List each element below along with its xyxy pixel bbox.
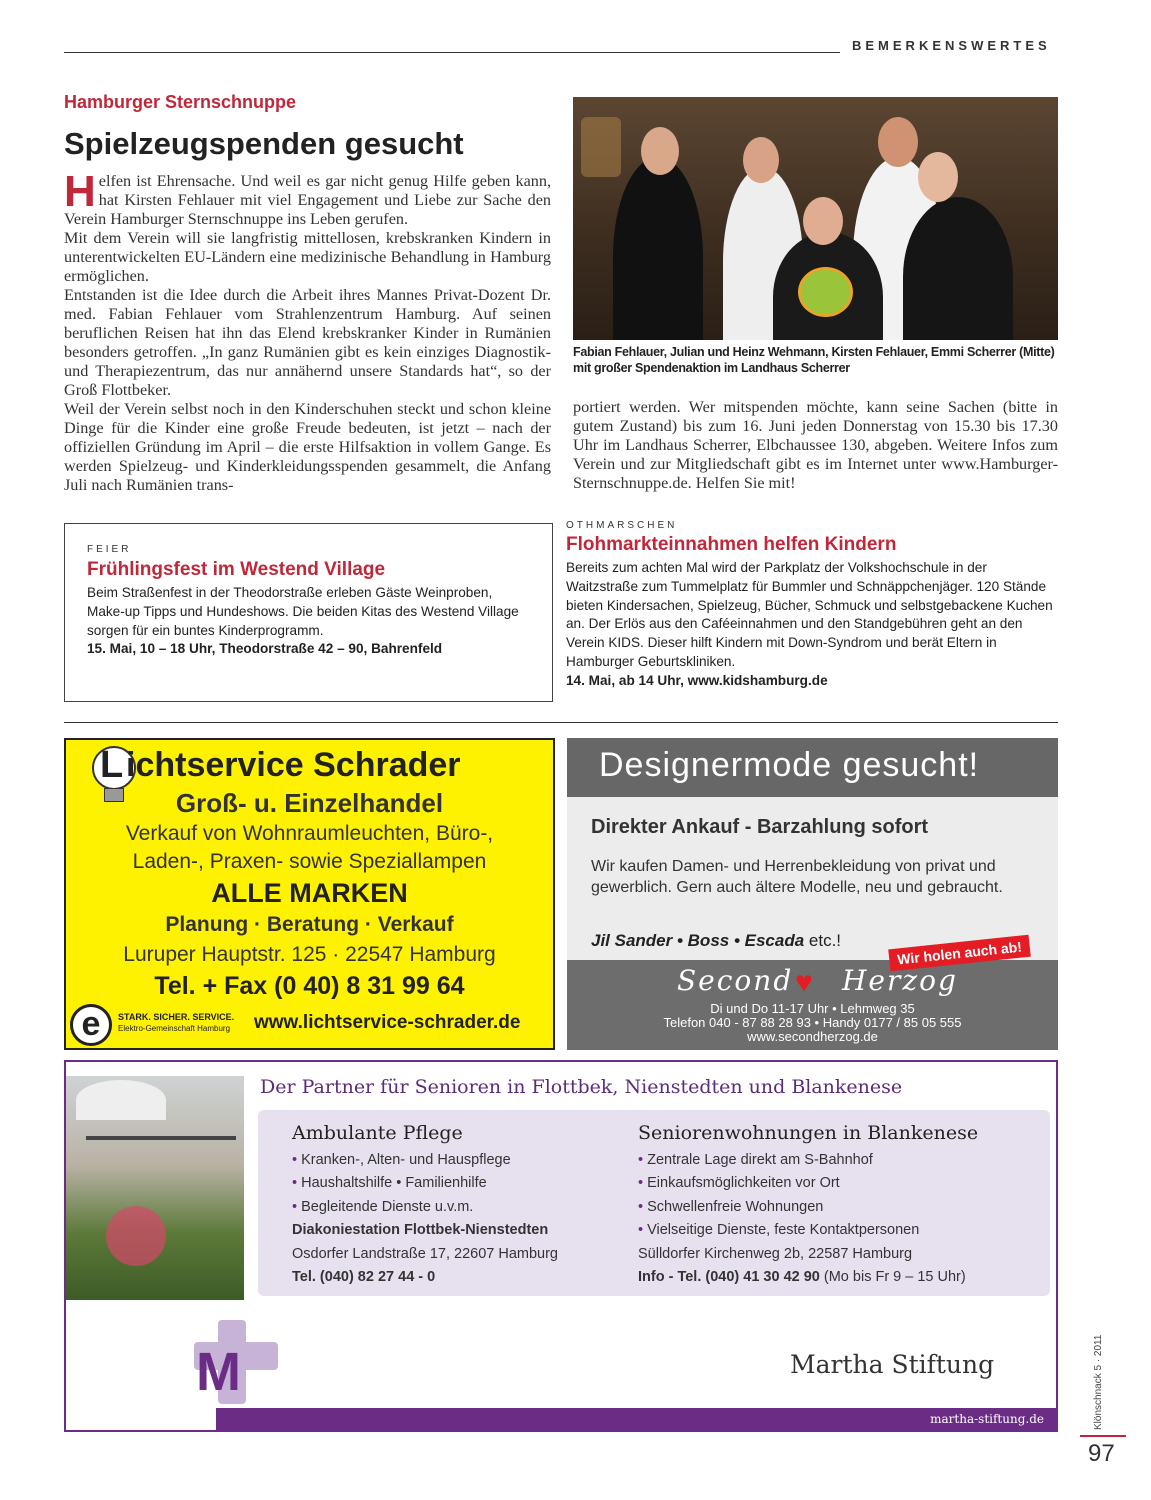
ad-title: Designermode gesucht!	[599, 746, 980, 784]
logo-left: Second	[677, 964, 794, 997]
page-number: 97	[1088, 1440, 1115, 1467]
elektro-logo-icon: e	[70, 1004, 112, 1046]
ads-divider	[64, 722, 1058, 723]
othmarschen-info: 14. Mai, ab 14 Uhr, www.kidshamburg.de	[566, 672, 828, 688]
ad-desc: Wir kaufen Damen- und Herrenbekleidung von privat und gewerblich. Gern auch ältere Modelle, neu und gebraucht.	[591, 858, 1003, 896]
wohnungen-heading: Seniorenwohnungen in Blankenese	[638, 1122, 979, 1144]
ad-subtitle: Groß- u. Einzelhandel	[175, 788, 444, 818]
ad-brands: ALLE MARKEN	[211, 878, 408, 908]
paragraph: Mit dem Verein will sie langfristig mittellosen, krebskranken Kindern in unterentwickelten EU-Ländern eine medizinische Behandlung in Hamburg ermöglichen.	[64, 229, 551, 285]
list-item: • Schwellenfreie Wohnungen	[638, 1198, 824, 1215]
ad-subtitle: Direkter Ankauf - Barzahlung sofort	[591, 816, 929, 838]
list-item: • Begleitende Dienste u.v.m.	[292, 1198, 474, 1215]
hours: (Mo bis Fr 9 – 15 Uhr)	[819, 1269, 966, 1285]
list-item: • Vielseitige Dienste, feste Kontaktpersonen	[638, 1222, 920, 1238]
org-name: Diakoniestation Flottbek-Nienstedten	[292, 1222, 549, 1238]
page-number-rule	[1080, 1435, 1126, 1437]
pickup-sticker: Wir holen auch ab!	[888, 935, 1031, 972]
pflege-column	[292, 1122, 622, 1290]
list-item: • Kranken-, Alten- und Hauspflege	[292, 1151, 511, 1168]
org-name: Martha Stiftung	[790, 1350, 995, 1379]
ad-address: Luruper Hauptstr. 125 · 22547 Hamburg	[123, 943, 496, 966]
martha-cross-logo: M	[194, 1320, 278, 1404]
designermode-ad	[567, 738, 1058, 1050]
ad-desc-1: Verkauf von Wohnraumleuchten, Büro-,	[125, 822, 494, 845]
feier-body: Beim Straßenfest in der Theodorstraße erleben Gäste Weinproben, Make-up Tipps und Hundeshows. Die beiden Kitas des Westend Village sorgen für ein buntes Kinderprogramm.	[87, 585, 519, 638]
article-kicker: Hamburger Sternschnuppe	[64, 92, 297, 112]
pflege-heading: Ambulante Pflege	[292, 1122, 463, 1144]
lichtservice-ad	[64, 738, 555, 1050]
othmarschen-body: Bereits zum achten Mal wird der Parkplatz der Volkshochschule in der Waitzstraße zum Tummelplatz für Bummler und Schnäppchenjäger. 120 Stände bieten Kindersachen, Spielzeug, Bücher, Schmuck und selbstgebackene Kuchen an. Der Erlös aus den Caféeinnahmen und den Standgebühren geht an den Verein KIDS. Dieser hilft Kindern mit Down-Syndrom und berät Eltern in Hamburger Geburtskliniken.	[566, 560, 1053, 669]
address: Osdorfer Landstraße 17, 22607 Hamburg	[292, 1245, 558, 1262]
badge-org: Elektro-Gemeinschaft Hamburg	[118, 1024, 231, 1033]
list-item: • Einkaufsmöglichkeiten vor Ort	[638, 1175, 840, 1191]
magazine-issue: Klönschnack 5 · 2011	[1093, 1334, 1104, 1430]
drop-cap: H	[64, 167, 96, 216]
paragraph: Weil der Verein selbst noch in den Kinderschuhen steckt und schon kleine Dinge für die Kinder eine große Freude bedeuten, ist jetzt – nach der offiziellen Gründung im April – die erste Hilfsaktion in vollem Gange. Es werden Spielzeug- und Kinderkleidungsspenden gesammelt, die Anfang Juli nach Rumänien trans-	[64, 400, 551, 494]
ad-url: www.lichtservice-schrader.de	[254, 1012, 521, 1033]
feier-info: 15. Mai, 10 – 18 Uhr, Theodorstraße 42 – 90, Bahrenfeld	[87, 641, 443, 657]
top-rule	[64, 52, 840, 53]
ad-desc-2: Laden-, Praxen- sowie Speziallampen	[132, 850, 487, 873]
othmarschen-label: OTHMARSCHEN	[566, 520, 678, 531]
ad-url: www.secondherzog.de	[747, 1029, 878, 1044]
section-label: BEMERKENSWERTES	[852, 38, 1051, 53]
ad-brands-suffix: etc.!	[804, 931, 842, 950]
logo-right: Herzog	[842, 964, 958, 997]
ad-phone: Telefon 040 - 87 88 28 93 • Handy 0177 / 85 05 555	[663, 1015, 962, 1030]
article-column-1	[64, 167, 551, 495]
phone: Tel. (040) 82 27 44 - 0	[292, 1269, 436, 1285]
ad-services: Planung · Beratung · Verkauf	[165, 913, 454, 936]
phone: Info - Tel. (040) 41 30 42 90	[638, 1269, 820, 1285]
paragraph: portiert werden. Wer mitspenden möchte, kann seine Sachen (bitte in gutem Zustand) bis zum 16. Juni jeden Donnerstag von 15.30 bis 17.30 Uhr im Landhaus Scherrer, Elbchaussee 130, abgeben. Weitere Infos zum Verein und zur Mitgliedschaft gibt es im Internet unter www.Hamburger-Sternschnuppe.de. Helfen Sie mit!	[573, 398, 1058, 492]
heart-icon: ♥	[795, 966, 813, 999]
feier-box	[64, 523, 553, 702]
badge-slogan: STARK. SICHER. SERVICE.	[118, 1012, 235, 1022]
ad-brands: Jil Sander • Boss • Escada	[591, 931, 805, 950]
list-item: • Zentrale Lage direkt am S-Bahnhof	[638, 1151, 873, 1168]
othmarschen-article	[566, 520, 1060, 691]
address: Sülldorfer Kirchenweg 2b, 22587 Hamburg	[638, 1245, 913, 1262]
article-headline: Spielzeugspenden gesucht	[64, 126, 464, 161]
feier-label: FEIER	[87, 544, 132, 555]
wohnungen-column	[638, 1122, 1048, 1290]
article-column-2	[573, 398, 1058, 493]
feier-title: Frühlingsfest im Westend Village	[87, 559, 386, 580]
martha-stiftung-ad	[64, 1060, 1058, 1432]
ad-title: Der Partner für Senioren in Flottbek, Nienstedten und Blankenese	[260, 1076, 903, 1098]
ad-phone: Tel. + Fax (0 40) 8 31 99 64	[154, 972, 465, 1000]
list-item: • Haushaltshilfe • Familienhilfe	[292, 1175, 487, 1191]
photo-caption: Fabian Fehlauer, Julian und Heinz Wehmann, Kirsten Fehlauer, Emmi Scherrer (Mitte) mit großer Spendenaktion im Landhaus Scherrer	[573, 345, 1055, 375]
piggy-bank-image	[798, 267, 853, 317]
ad-title: ichtservice Schrader	[126, 746, 461, 784]
paragraph: elfen ist Ehrensache. Und weil es gar nicht genug Hilfe geben kann, hat Kirsten Fehlauer mit viel Engagement und Liebe zur Sache den Verein Hamburger Sternschnuppe ins Leben gerufen.	[64, 172, 551, 228]
article-photo	[573, 97, 1058, 340]
othmarschen-title: Flohmarkteinnahmen helfen Kindern	[566, 534, 897, 555]
balcony-photo	[66, 1076, 244, 1300]
paragraph: Entstanden ist die Idee durch die Arbeit ihres Mannes Privat-Dozent Dr. med. Fabian Fehlauer vom Strahlenzentrum Hamburg. Auf seinen beruflichen Reisen hat ihn das Elend krebskranker Kinder in Rumänien besonders getroffen. „In ganz Rumänien gibt es kein einziges Diagnostik- und Therapiezentrum, das nur annähernd unsere Standards hat“, so der Groß Flottbeker.	[64, 286, 551, 399]
ad-url: martha-stiftung.de	[930, 1412, 1044, 1426]
ad-hours: Di und Do 11-17 Uhr • Lehmweg 35	[710, 1001, 915, 1016]
logo-letter: L	[100, 744, 124, 786]
